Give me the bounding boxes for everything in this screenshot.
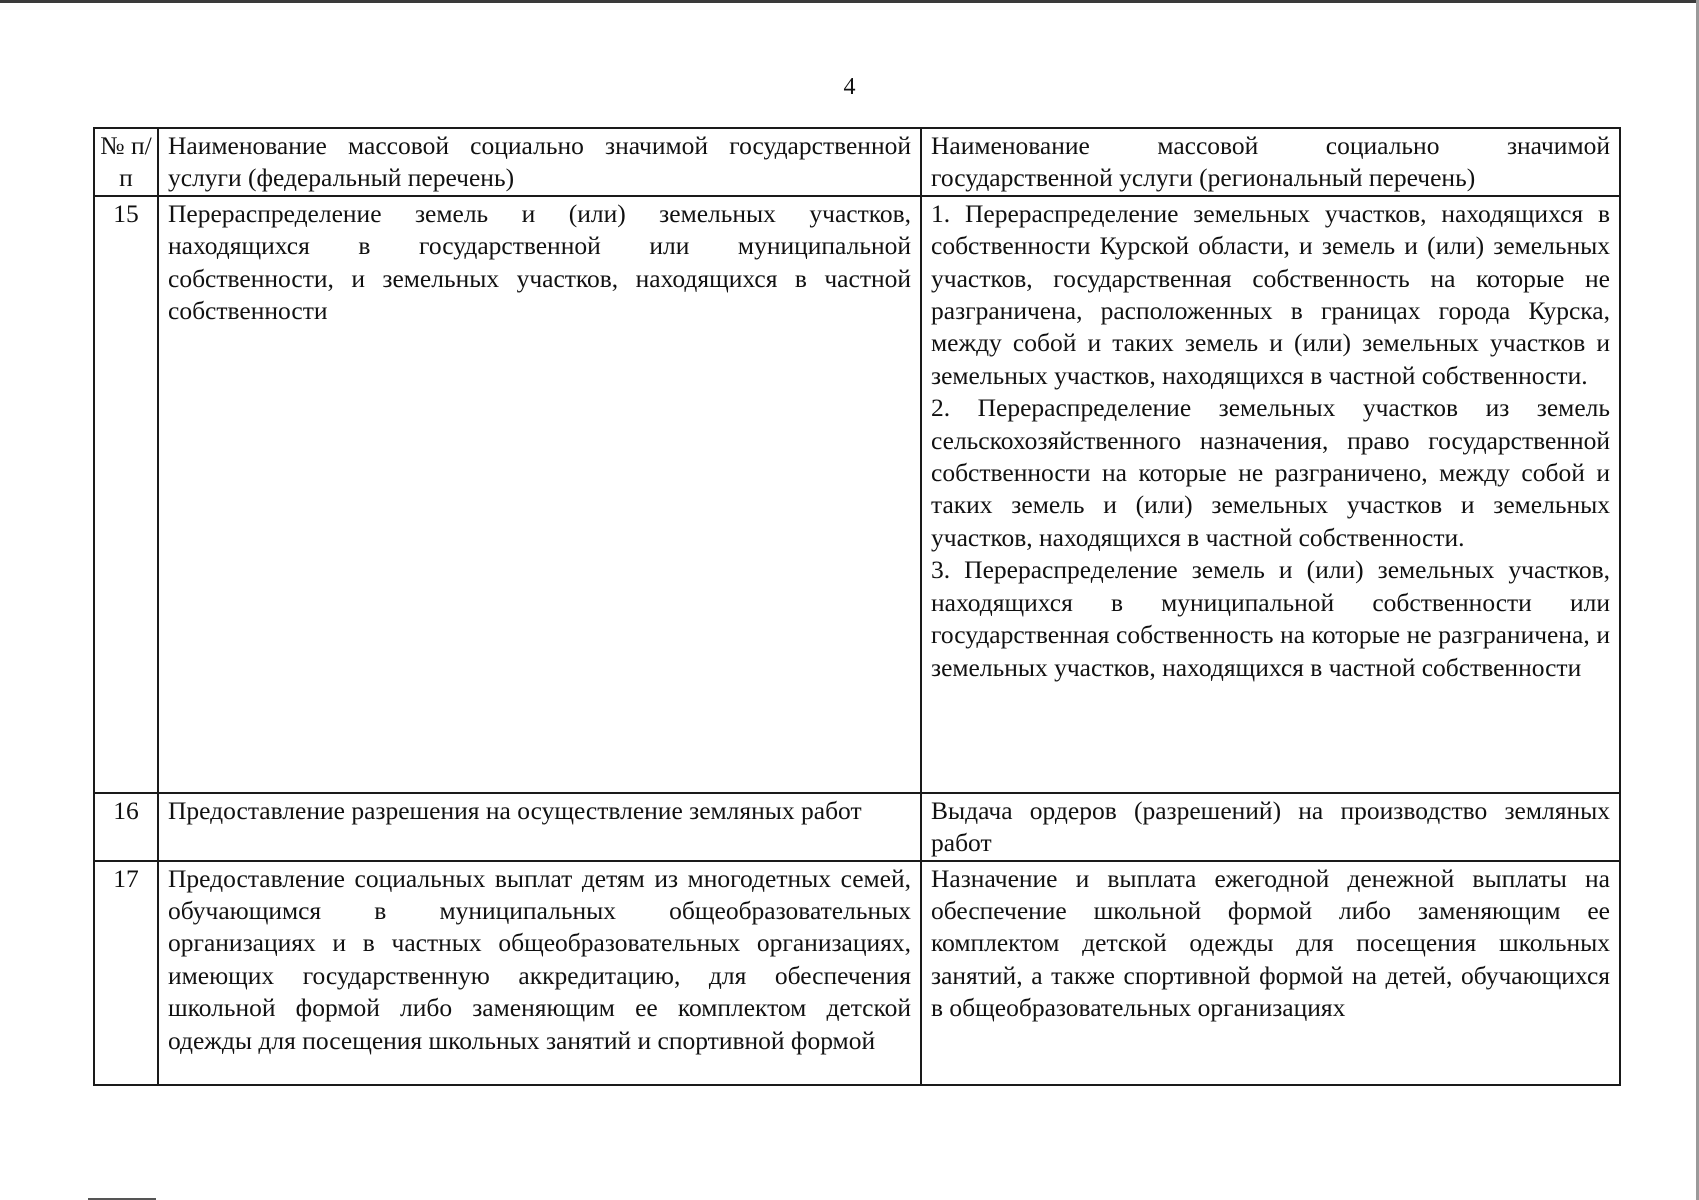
regional-service-item: 2. Перераспределение земельных участков из земель сельскохозяйственного назначения, право государственной собственности на которые не разграничено, между собой и таких земель и (или) земельных участков и земельных участков, находящихся в частной собственности. <box>931 393 1610 552</box>
scan-top-edge <box>0 0 1699 3</box>
row-number-cell: 17 <box>94 861 158 1085</box>
services-table <box>93 127 1621 1086</box>
header-regional-cell: Наименование массовой социально значимой государственной услуги (региональный перечень) <box>921 128 1620 196</box>
table-row <box>94 861 1620 1085</box>
page-number: 4 <box>843 74 856 100</box>
federal-service-cell: Перераспределение земель и (или) земельных участков, находящихся в государственной или муниципальной собственности, и земельных участков, находящихся в частной собственности <box>158 196 921 793</box>
federal-service-cell: Предоставление разрешения на осуществление земляных работ <box>158 793 921 861</box>
table-row <box>94 793 1620 861</box>
regional-service-cell: Выдача ордеров (разрешений) на производство земляных работ <box>921 793 1620 861</box>
row-number-cell: 16 <box>94 793 158 861</box>
regional-service-item: 3. Перераспределение земель и (или) земельных участков, находящихся в муниципальной собственности или государственная собственность на которые не разграничена, и земельных участков, находящихся в частной собственности <box>931 555 1610 682</box>
header-number-cell: № п/п <box>94 128 158 196</box>
row-number-cell: 15 <box>94 196 158 793</box>
table-header-row <box>94 128 1620 196</box>
federal-service-cell: Предоставление социальных выплат детям из многодетных семей, обучающимся в муниципальных общеобразовательных организациях и в частных общеобразовательных организациях, имеющих государственную аккредитацию, для обеспечения школьной формой либо заменяющим ее комплектом детской одежды для посещения школьных занятий и спортивной формой <box>158 861 921 1085</box>
table-row <box>94 196 1620 793</box>
header-federal-cell: Наименование массовой социально значимой государственной услуги (федеральный перечень) <box>158 128 921 196</box>
regional-service-item: 1. Перераспределение земельных участков, находящихся в собственности Курской области, и земель и (или) земельных участков, государственная собственность на которые не разграничена, расположенных в границах города Курска, между собой и таких земель и (или) земельных участков и земельных участков, находящихся в частной собственности. <box>931 198 1610 390</box>
regional-service-cell: Назначение и выплата ежегодной денежной выплаты на обеспечение школьной формой либо заменяющим ее комплектом детской одежды для посещения школьных занятий, а также спортивной формой на детей, обучающихся в общеобразовательных организациях <box>921 861 1620 1085</box>
regional-service-cell <box>921 196 1620 793</box>
